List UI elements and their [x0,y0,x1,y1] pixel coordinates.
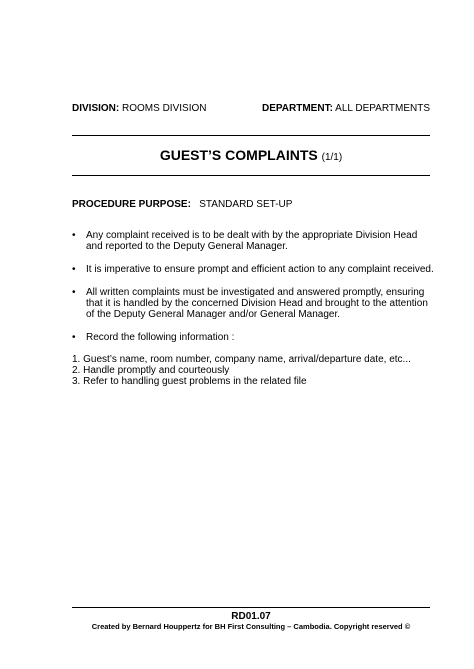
bullet-icon: • [72,230,76,241]
divider-top [72,135,430,136]
division-info [72,103,206,114]
purpose-label: PROCEDURE PURPOSE: [72,199,191,210]
bullet-text: It is imperative to ensure prompt and efficient action to any complaint received. [86,264,434,275]
procedure-purpose [72,199,292,210]
department-info [262,103,430,114]
bullet-list [72,230,434,355]
list-item: 1. Guest’s name, room number, company name, arrival/departure date, etc... [72,354,411,365]
bullet-text: Record the following information : [86,332,235,343]
bullet-icon: • [72,264,76,275]
copyright-notice: Created by Bernard Houppertz for BH First Consulting – Cambodia. Copyright reserved © [91,622,411,631]
department-value: ALL DEPARTMENTS [335,103,430,114]
list-item [72,287,434,320]
bullet-icon: • [72,287,76,298]
purpose-value: STANDARD SET-UP [199,199,293,210]
bullet-text: Any complaint received is to be dealt with by the appropriate Division Head and reported to the Deputy General Manager. [86,230,418,252]
page-title [72,147,430,163]
document-code: RD01.07 [231,611,271,622]
bullet-icon: • [72,332,76,343]
divider-footer [72,607,430,608]
title-main: GUEST’S COMPLAINTS [159,147,318,163]
divider-title [72,175,430,176]
list-item: 3. Refer to handling guest problems in the related file [72,376,307,387]
bullet-text: All written complaints must be investigated and answered promptly, ensuring that it is handled by the concerned Division Head and brought to the attention of the Deputy General Manager and/or General Manager. [86,287,428,320]
list-item [72,332,434,343]
department-label: DEPARTMENT: [261,103,333,114]
list-item [72,230,434,252]
title-page-number: (1/1) [321,152,343,163]
list-item: 2. Handle promptly and courteously [72,365,230,376]
header-row [72,103,430,117]
division-label: DIVISION: [72,103,120,114]
list-item [72,264,434,275]
division-value: ROOMS DIVISION [122,103,207,114]
numbered-list [72,354,432,387]
